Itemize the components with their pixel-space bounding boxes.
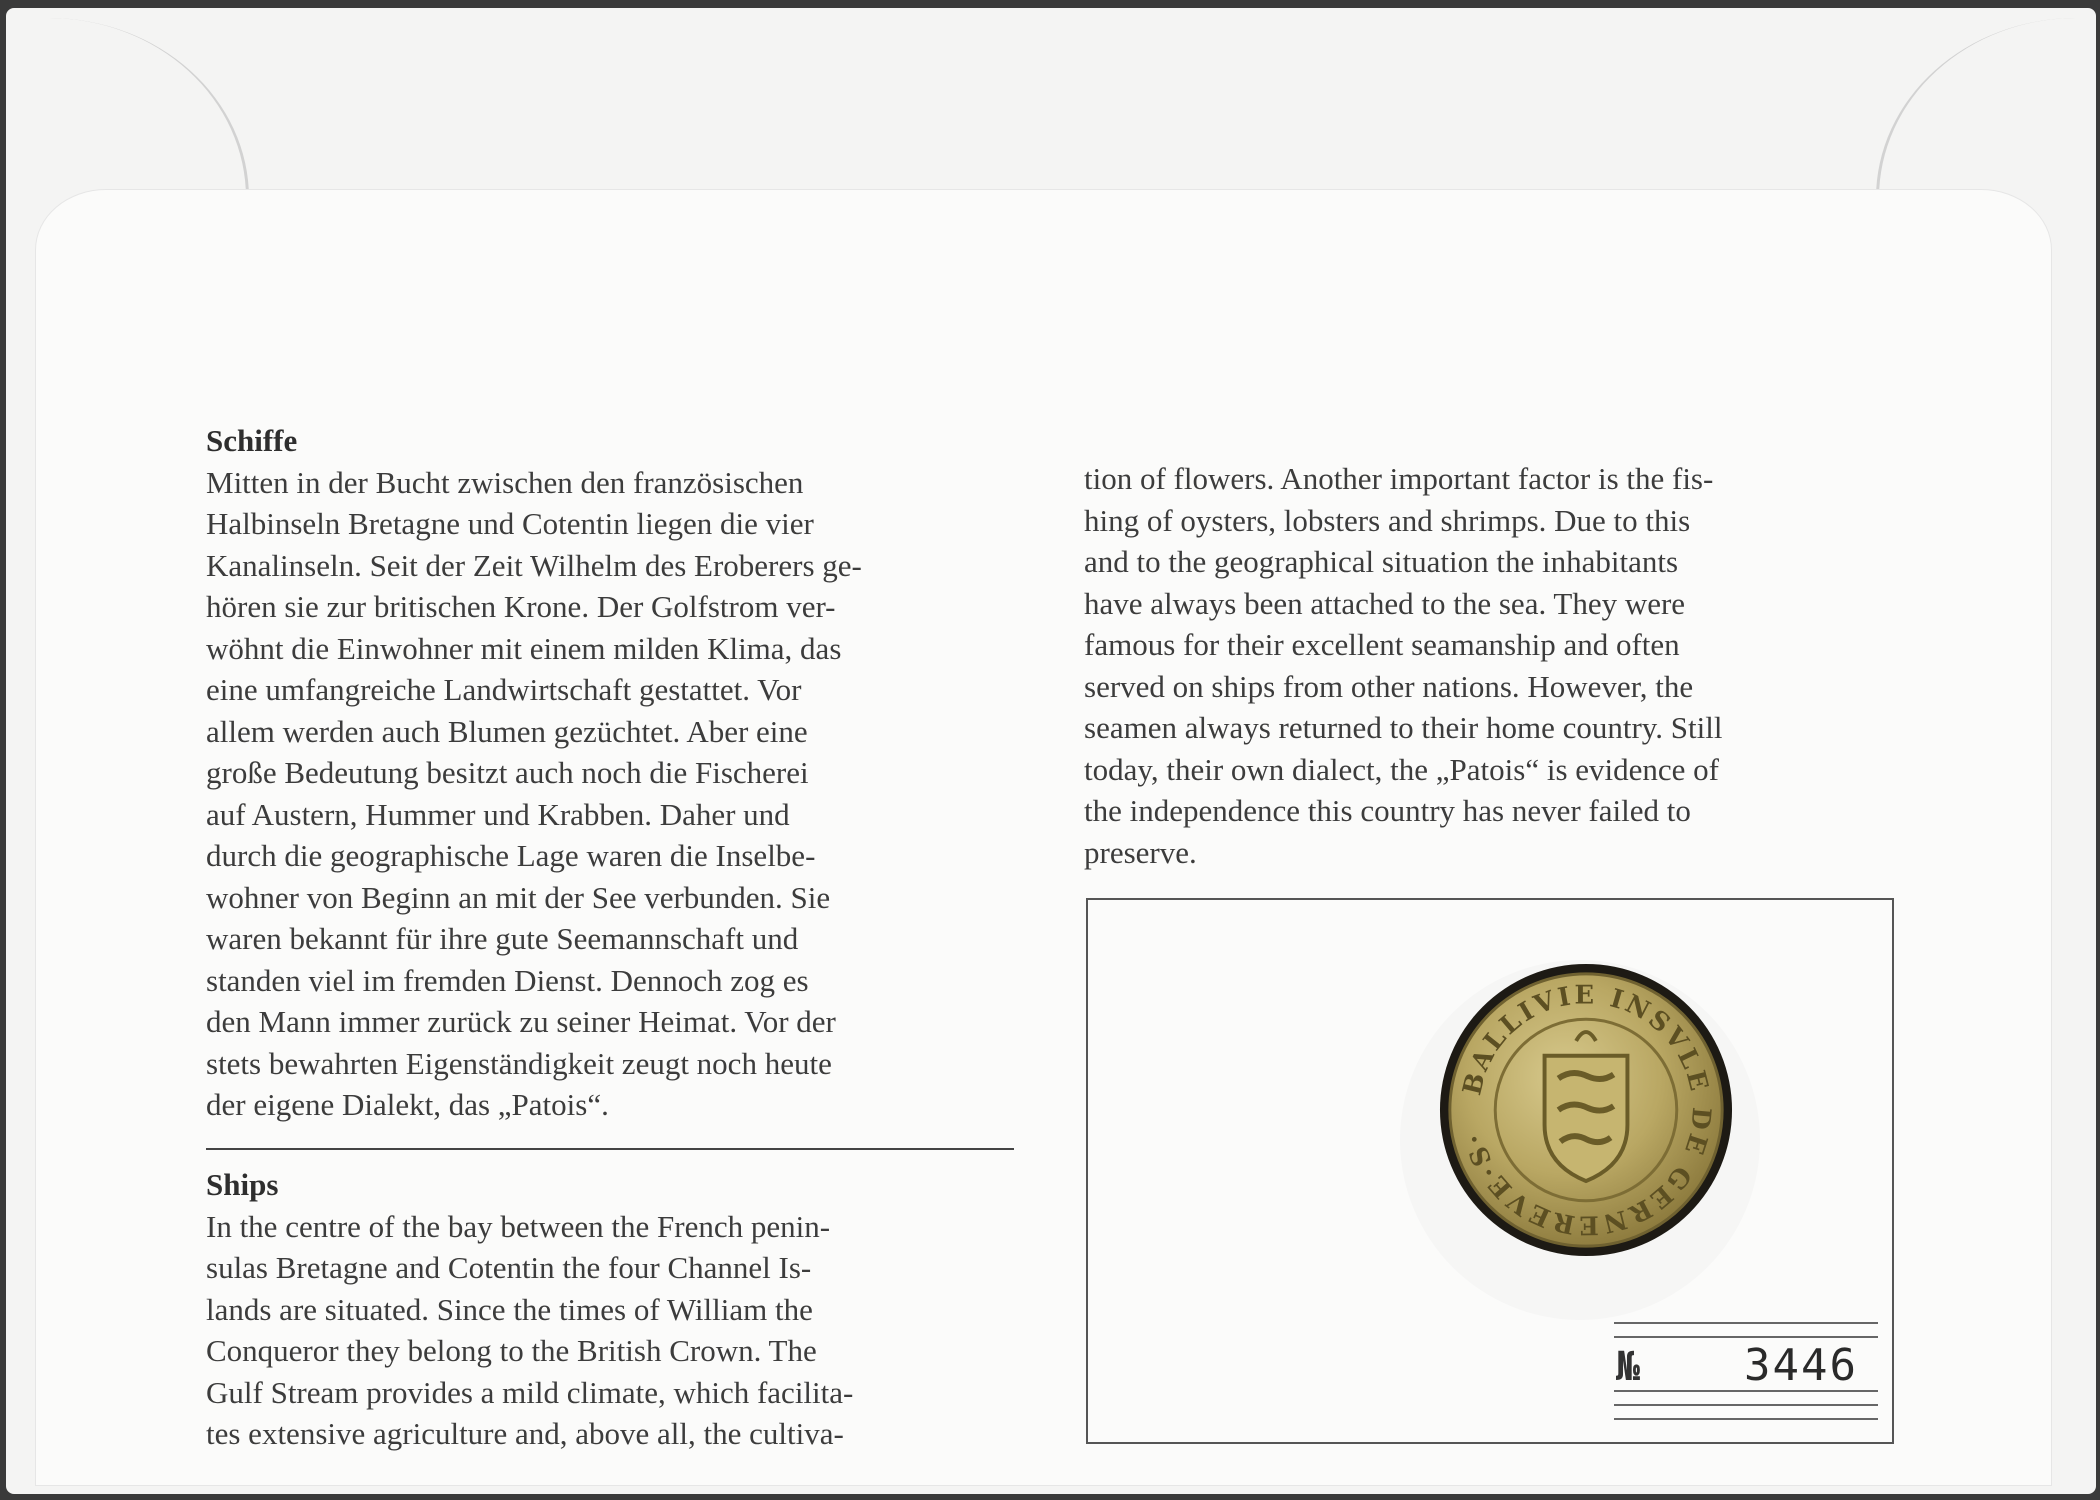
german-line: durch die geographische Lage waren die Inselbe- [206, 838, 816, 873]
envelope-flap-left [26, 18, 249, 208]
german-line: der eigene Dialekt, das „Patois“. [206, 1087, 609, 1122]
german-line: stets bewahrten Eigenständigkeit zeugt noch heute [206, 1045, 832, 1081]
german-column [206, 420, 1014, 1126]
serial-number-field [1614, 1320, 1878, 1420]
english-line: famous for their excellent seamanship and often [1084, 627, 1680, 662]
german-line: wohner von Beginn an mit der See verbunden. Sie [206, 879, 831, 915]
german-line: waren bekannt für ihre gute Seemannschaft und [206, 921, 799, 956]
german-line: auf Austern, Hummer und Krabben. Daher und [206, 796, 790, 832]
english-line: Conqueror they belong to the British Crown. The [206, 1333, 817, 1368]
german-line: Mitten in der Bucht zwischen den französischen [206, 464, 804, 500]
english-column [206, 1164, 1014, 1455]
german-line: Halbinseln Bretagne und Cotentin liegen die vier [206, 506, 814, 541]
envelope-flap-right [1876, 18, 2099, 208]
english-line: lands are situated. Since the times of William the [206, 1291, 813, 1327]
german-line: Kanalinseln. Seit der Zeit Wilhelm des Eroberers ge- [206, 547, 862, 583]
german-line: wöhnt die Einwohner mit einem milden Klima, das [206, 630, 842, 666]
english-line: hing of oysters, lobsters and shrimps. Due to this [1084, 502, 1691, 538]
section-divider [206, 1148, 1014, 1150]
german-line: eine umfangreiche Landwirtschaft gestattet. Vor [206, 672, 802, 707]
english-line: preserve. [1084, 834, 1197, 870]
serial-number-label: № [1616, 1344, 1641, 1390]
coin-holder [1086, 898, 1894, 1444]
english-line: tion of flowers. Another important factor is the fis- [1084, 461, 1714, 496]
english-line: Gulf Stream provides a mild climate, which facilita- [206, 1374, 854, 1410]
coin-image [1438, 962, 1734, 1258]
coin-legend: BALLIVIE INSVLE DE GERNEREVE·S· [1457, 980, 1717, 1240]
german-line: standen viel im fremden Dienst. Dennoch zog es [206, 962, 809, 998]
english-line: tes extensive agriculture and, above all, the cultiva- [206, 1416, 844, 1451]
english-line: have always been attached to the sea. They were [1084, 585, 1686, 621]
german-line: hören sie zur britischen Krone. Der Golfstrom ver- [206, 589, 836, 624]
english-line: served on ships from other nations. However, the [1084, 668, 1694, 704]
german-line: allem werden auch Blumen gezüchtet. Aber eine [206, 713, 808, 749]
german-heading: Schiffe [206, 423, 298, 458]
english-continued-column [1084, 458, 1894, 873]
german-line: große Bedeutung besitzt auch noch die Fischerei [206, 755, 809, 790]
serial-number-value: 3446 [1744, 1340, 1858, 1391]
english-line: sulas Bretagne and Cotentin the four Channel Is- [206, 1250, 812, 1285]
english-line: In the centre of the bay between the French penin- [206, 1208, 831, 1244]
german-line: den Mann immer zurück zu seiner Heimat. Vor der [206, 1004, 836, 1039]
english-line: today, their own dialect, the „Patois“ is evidence of [1084, 751, 1720, 787]
english-line: and to the geographical situation the inhabitants [1084, 544, 1679, 579]
english-line: seamen always returned to their home country. Still [1084, 710, 1723, 745]
english-heading: Ships [206, 1167, 279, 1202]
english-line: the independence this country has never failed to [1084, 793, 1691, 828]
